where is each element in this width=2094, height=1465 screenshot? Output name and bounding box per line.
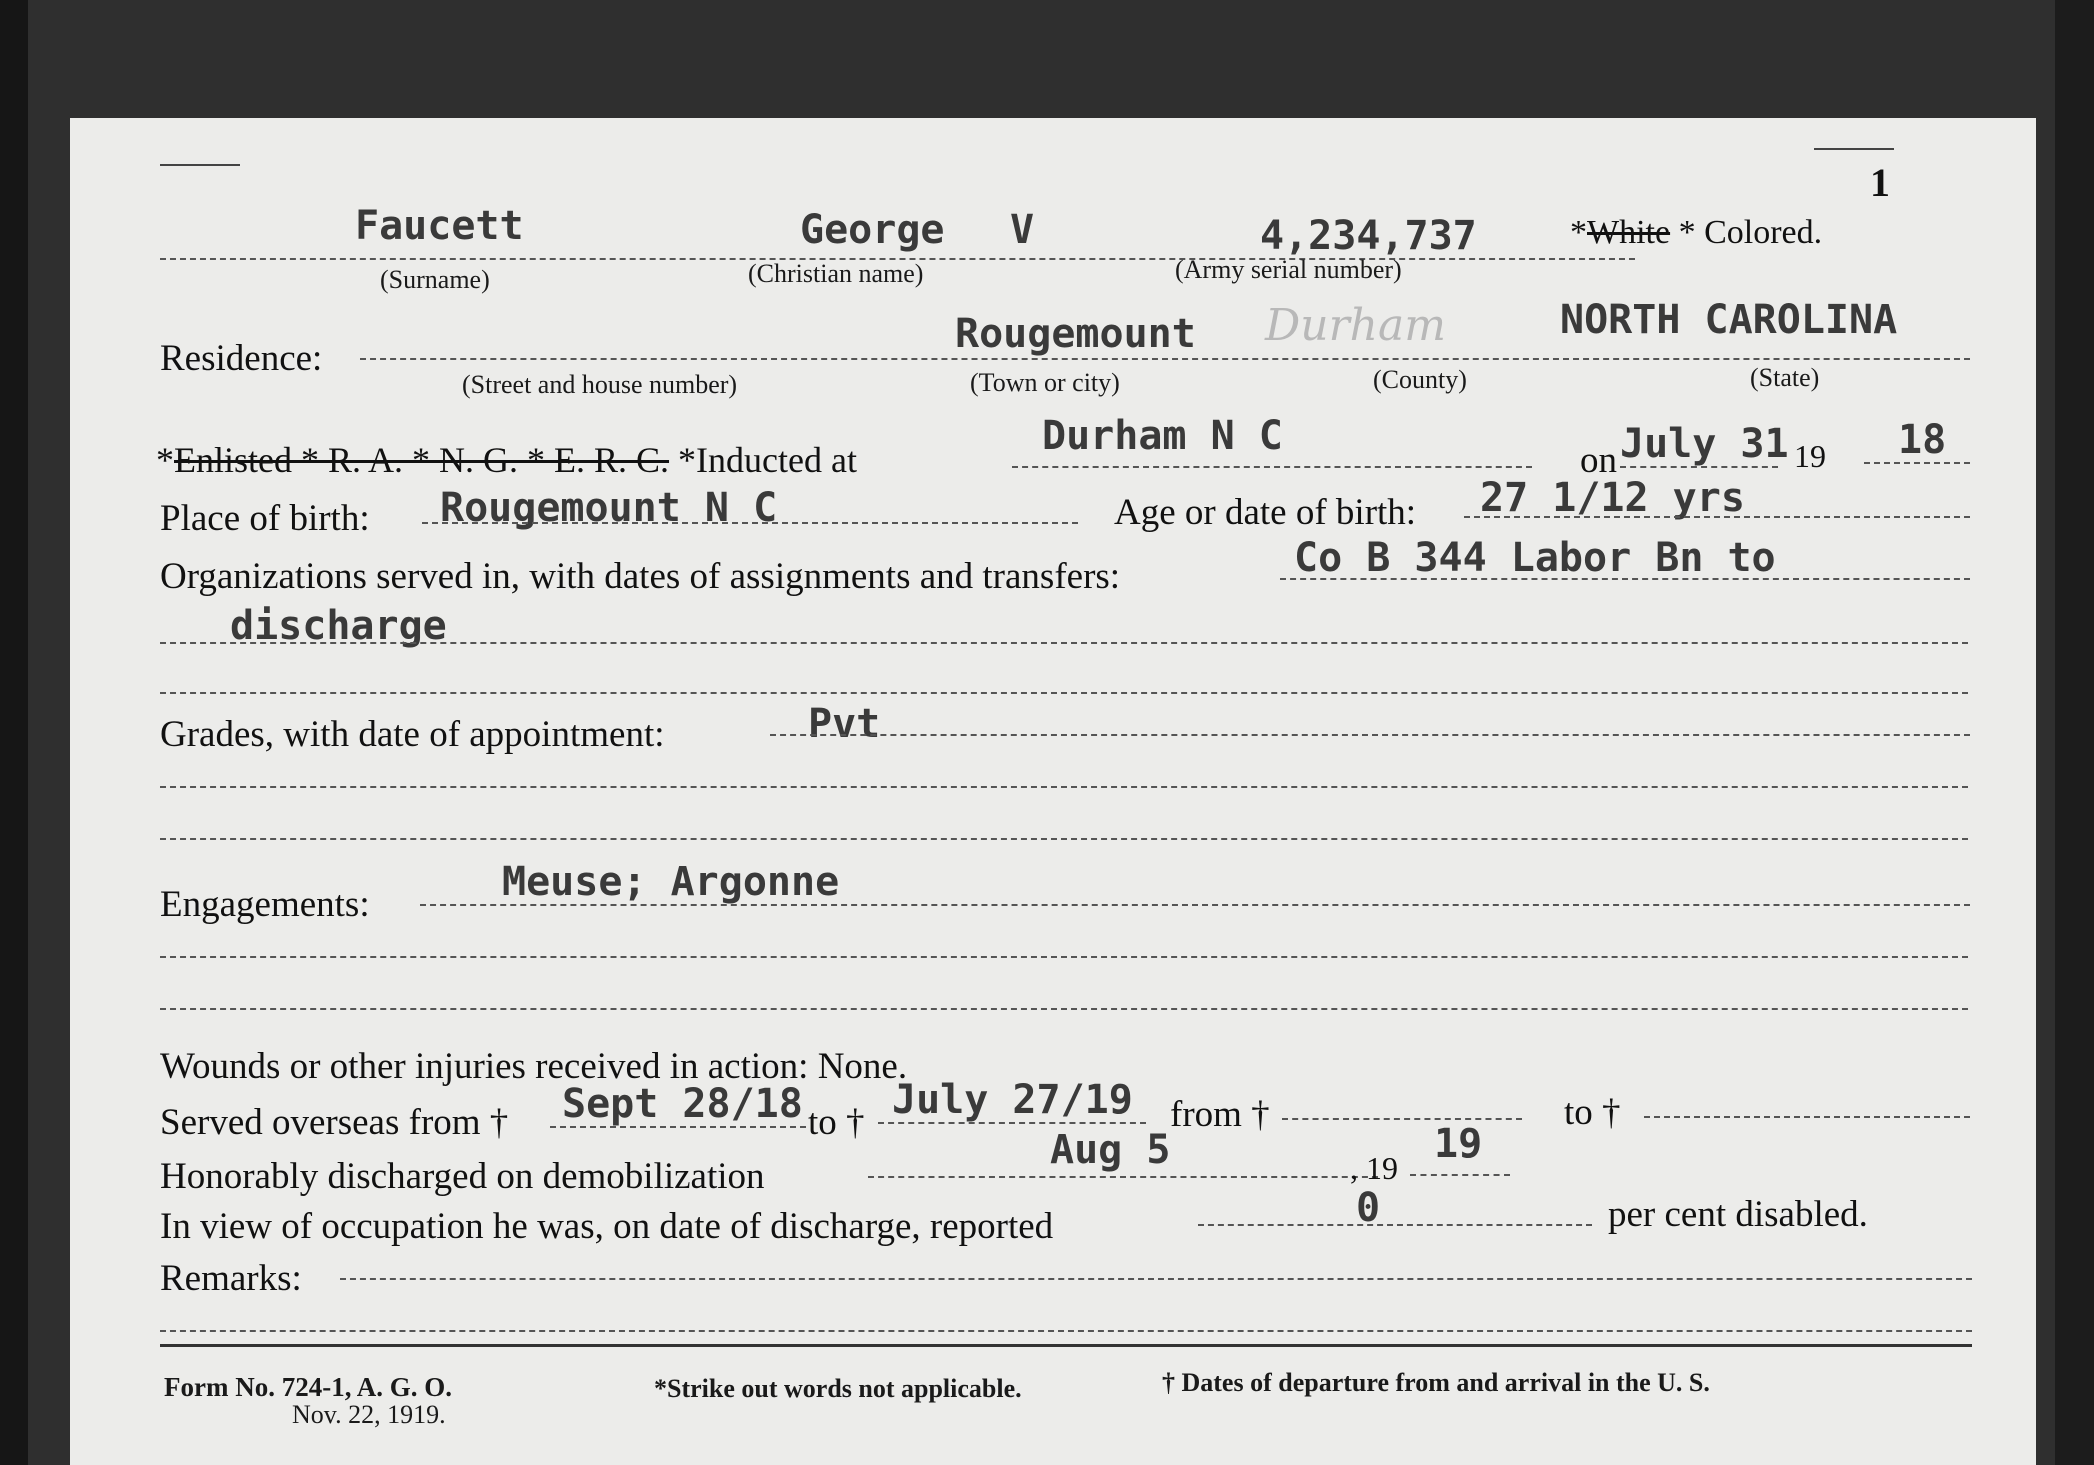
top-left-rule (160, 164, 240, 166)
inducted-year-line (1864, 462, 1970, 464)
footnote-strike: *Strike out words not applicable. (654, 1374, 1022, 1403)
form-date: Nov. 22, 1919. (292, 1400, 446, 1429)
town-value: Rougemount (955, 311, 1196, 357)
scan-border-right (2055, 0, 2094, 1465)
remarks-label: Remarks: (160, 1258, 302, 1299)
serial-number-value: 4,234,737 (1260, 213, 1477, 259)
disabled-label: In view of occupation he was, on date of discharge, reported (160, 1206, 1054, 1247)
caption-serial-number: (Army serial number) (1175, 255, 1402, 284)
discharge-year-value: 19 (1434, 1121, 1483, 1167)
caption-street: (Street and house number) (462, 370, 738, 399)
organizations-line2 (160, 642, 1968, 644)
race-colored: Colored. (1704, 214, 1823, 251)
wounds-text: Wounds or other injuries received in action: None. (160, 1046, 908, 1087)
second-to-label: to † (1564, 1092, 1621, 1133)
middle-initial-value: V (1010, 207, 1035, 253)
state-value: NORTH CAROLINA (1560, 297, 1898, 343)
organizations-value-line1: Co B 344 Labor Bn to (1294, 535, 1776, 581)
engagements-line2 (160, 956, 1968, 958)
inducted-date-line (1620, 466, 1778, 468)
enlistment-type: *Enlisted * R. A. * N. G. * E. R. C. *Inducted at (156, 440, 857, 480)
year-prefix: 19 (1794, 438, 1826, 474)
caption-state: (State) (1750, 363, 1820, 392)
engagements-label: Engagements: (160, 884, 370, 925)
overseas-to-label: to † (808, 1102, 865, 1143)
overseas-from-line (550, 1126, 806, 1128)
overseas-from-value: Sept 28/18 (562, 1081, 803, 1127)
scan-border-left (0, 0, 28, 1465)
enlistment-types-struck: Enlisted * R. A. * N. G. * E. R. C. (174, 440, 670, 480)
inducted-year-value: 18 (1898, 417, 1947, 463)
form-number: Form No. 724-1, A. G. O. (164, 1372, 452, 1402)
disabled-value: 0 (1356, 1185, 1381, 1231)
discharge-year-line (1410, 1174, 1510, 1176)
inducted-label: *Inducted at (678, 440, 857, 480)
inducted-place-line (1012, 466, 1532, 468)
remarks-line2 (160, 1330, 1972, 1332)
residence-label: Residence: (160, 338, 323, 379)
organizations-label: Organizations served in, with dates of assignments and transfers: (160, 556, 1121, 597)
overseas-label: Served overseas from † (160, 1102, 509, 1143)
birthplace-line (422, 522, 1078, 524)
christian-name-value: George (800, 207, 945, 253)
caption-surname: (Surname) (380, 265, 490, 294)
caption-county: (County) (1373, 365, 1467, 394)
county-handwritten: Durham (1265, 300, 1446, 351)
remarks-line1 (340, 1278, 1972, 1280)
age-value: 27 1/12 yrs (1480, 475, 1745, 521)
race-white-struck: White (1587, 214, 1671, 251)
second-from-label: from † (1170, 1094, 1270, 1135)
grades-label: Grades, with date of appointment: (160, 714, 665, 755)
discharge-year-prefix: , 19 (1350, 1150, 1398, 1186)
surname-value: Faucett (355, 203, 524, 249)
on-label: on (1580, 440, 1617, 481)
grades-line3 (160, 838, 1968, 840)
second-to-line (1644, 1116, 1970, 1118)
engagements-line3 (160, 1008, 1968, 1010)
age-line (1464, 516, 1970, 518)
second-from-line (1282, 1118, 1522, 1120)
overseas-to-value: July 27/19 (892, 1077, 1133, 1123)
service-record-card (70, 118, 2036, 1465)
discharge-date-line (868, 1176, 1378, 1178)
top-right-rule (1814, 148, 1894, 150)
age-label: Age or date of birth: (1114, 492, 1417, 533)
inducted-place-value: Durham N C (1042, 413, 1283, 459)
organizations-line1 (1280, 578, 1970, 580)
organizations-line3 (160, 692, 1968, 694)
disabled-suffix: per cent disabled. (1608, 1194, 1868, 1235)
engagements-line1 (420, 904, 1970, 906)
engagements-value: Meuse; Argonne (502, 859, 840, 905)
grade-value: Pvt (808, 701, 881, 747)
inducted-date-value: July 31 (1620, 421, 1789, 467)
discharge-label: Honorably discharged on demobilization (160, 1156, 765, 1197)
organizations-value-line2: discharge (230, 603, 447, 649)
birthplace-value: Rougemount N C (440, 485, 778, 531)
overseas-to-line (878, 1122, 1146, 1124)
footer-rule (160, 1344, 1972, 1347)
birthplace-label: Place of birth: (160, 498, 370, 539)
footnote-dates: † Dates of departure from and arrival in the U. S. (1162, 1368, 1710, 1397)
card-number: 1 (1870, 160, 1890, 205)
residence-line (360, 358, 1970, 360)
caption-town: (Town or city) (970, 368, 1120, 397)
grades-line2 (160, 786, 1968, 788)
grades-line1 (770, 734, 1970, 736)
disabled-line (1198, 1224, 1592, 1226)
race-options: *White * Colored. (1570, 214, 1823, 251)
discharge-date-value: Aug 5 (1050, 1127, 1171, 1173)
caption-christian-name: (Christian name) (748, 259, 924, 288)
